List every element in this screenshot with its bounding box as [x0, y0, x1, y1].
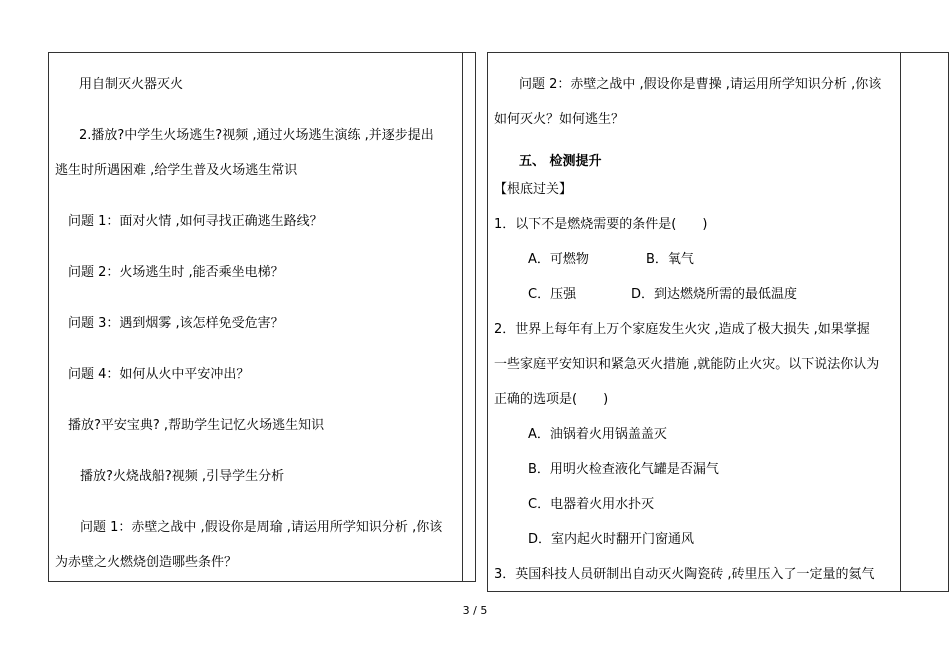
question-2-stem-3: 正确的选项是( )	[494, 392, 609, 407]
question-1-option-b: B．氧气	[646, 252, 694, 267]
question-2-option-b: B．用明火检查液化气罐是否漏气	[528, 462, 719, 477]
section-title: 五、 检测提升	[519, 154, 602, 169]
question-1-option-c: C．压强	[528, 287, 577, 302]
question-2-option-c: C．电器着火用水扑灭	[528, 497, 655, 512]
left-line-3: 逃生时所遇困难 ,给学生普及火场逃生常识	[55, 163, 298, 178]
question-1-stem: 1．以下不是燃烧需要的条件是( )	[494, 217, 708, 232]
left-line-play-safety: 播放?平安宝典? ,帮助学生记忆火场逃生知识	[68, 418, 325, 433]
left-question-3: 问题 3：遇到烟雾 ,该怎样免受危害？	[68, 316, 284, 331]
question-2-option-d: D．室内起火时翻开门窗通风	[528, 532, 695, 547]
left-line-chibi-q1-cont: 为赤壁之火燃烧创造哪些条件？	[55, 555, 238, 570]
right-chibi-q2-cont: 如何灭火？如何逃生？	[494, 112, 625, 127]
right-table-inner-divider	[900, 52, 901, 592]
question-2-stem-2: 一些家庭平安知识和紧急灭火措施 ,就能防止火灾。以下说法你认为	[494, 357, 880, 372]
question-2-option-a: A．油锅着火用锅盖盖灭	[528, 427, 667, 442]
question-1-option-d: D．到达燃烧所需的最低温度	[631, 287, 798, 302]
left-table-inner-divider	[462, 52, 463, 582]
question-1-option-a: A．可燃物	[528, 252, 589, 267]
left-question-4: 问题 4：如何从火中平安冲出？	[68, 367, 250, 382]
left-line-chibi-q1: 问题 1：赤壁之战中 ,假设你是周瑜 ,请运用所学知识分析 ,你该	[80, 520, 443, 535]
left-question-2: 问题 2：火场逃生时 ,能否乘坐电梯？	[68, 265, 284, 280]
left-line-1: 用自制灭火器灭火	[79, 77, 184, 92]
right-chibi-q2: 问题 2：赤壁之战中 ,假设你是曹操 ,请运用所学知识分析 ,你该	[519, 77, 882, 92]
sub-title: 【根底过关】	[494, 182, 573, 197]
question-3-stem-1: 3．英国科技人员研制出自动灭火陶瓷砖 ,砖里压入了一定量的氦气	[494, 567, 875, 582]
left-line-2: 2.播放?中学生火场逃生?视频 ,通过火场逃生演练 ,并逐步提出	[79, 128, 434, 143]
left-question-1: 问题 1：面对火情 ,如何寻找正确逃生路线？	[68, 214, 323, 229]
page-number: 3 / 5	[462, 604, 488, 617]
question-2-stem-1: 2．世界上每年有上万个家庭发生火灾 ,造成了极大损失 ,如果掌握	[494, 322, 870, 337]
left-line-play-fire-ship: 播放?火烧战船?视频 ,引导学生分析	[80, 469, 285, 484]
